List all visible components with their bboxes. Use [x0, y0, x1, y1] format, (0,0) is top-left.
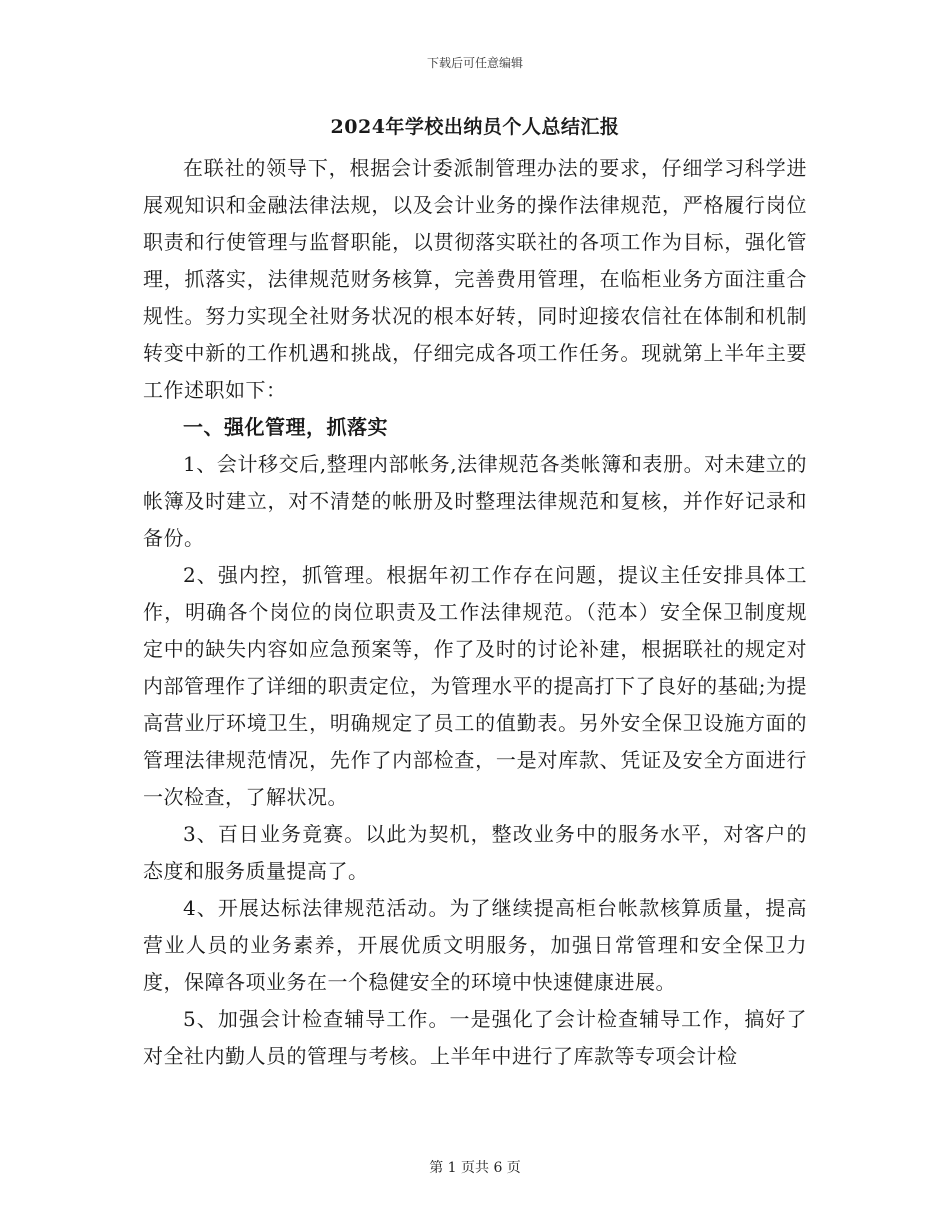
section-heading-1: 一、强化管理，抓落实	[183, 415, 388, 439]
document-title: 2024年学校出纳员个人总结汇报	[330, 116, 620, 138]
document-body	[143, 112, 807, 1075]
list-item: 5、加强会计检查辅导工作。一是强化了会计检查辅导工作，搞好了对全社内勤人员的管理与考核。上半年中进行了库款等专项会计检	[143, 1007, 807, 1068]
intro-paragraph: 在联社的领导下，根据会计委派制管理办法的要求，仔细学习科学进展观知识和金融法律法规，以及会计业务的操作法律规范，严格履行岗位职责和行使管理与监督职能，以贯彻落实联社的各项工作为目标，强化管理，抓落实，法律规范财务核算，完善费用管理，在临柜业务方面注重合规性。努力实现全社财务状况的根本好转，同时迎接农信社在体制和机制转变中新的工作机遇和挑战，仔细完成各项工作任务。现就第上半年主要工作述职如下：	[143, 156, 807, 402]
list-item: 2、强内控，抓管理。根据年初工作存在问题，提议主任安排具体工作，明确各个岗位的岗位职责及工作法律规范。（范本）安全保卫制度规定中的缺失内容如应急预案等，作了及时的讨论补建，根据联社的规定对内部管理作了详细的职责定位，为管理水平的提高打下了良好的基础;为提高营业厅环境卫生，明确规定了员工的值勤表。另外安全保卫设施方面的管理法律规范情况，先作了内部检查，一是对库款、凭证及安全方面进行一次检查，了解状况。	[143, 563, 807, 809]
page-number: 第 1 页共 6 页	[429, 1160, 521, 1176]
page-header-note: 下载后可任意编辑	[426, 56, 523, 70]
list-item: 4、开展达标法律规范活动。为了继续提高柜台帐款核算质量，提高营业人员的业务素养，开展优质文明服务，加强日常管理和安全保卫力度，保障各项业务在一个稳健安全的环境中快速健康进展。	[143, 896, 807, 994]
list-item: 3、百日业务竟赛。以此为契机，整改业务中的服务水平，对客户的态度和服务质量提高了。	[143, 822, 807, 883]
list-item: 1、会计移交后,整理内部帐务,法律规范各类帐簿和表册。对未建立的帐簿及时建立，对不清楚的帐册及时整理法律规范和复核，并作好记录和备份。	[143, 452, 807, 550]
